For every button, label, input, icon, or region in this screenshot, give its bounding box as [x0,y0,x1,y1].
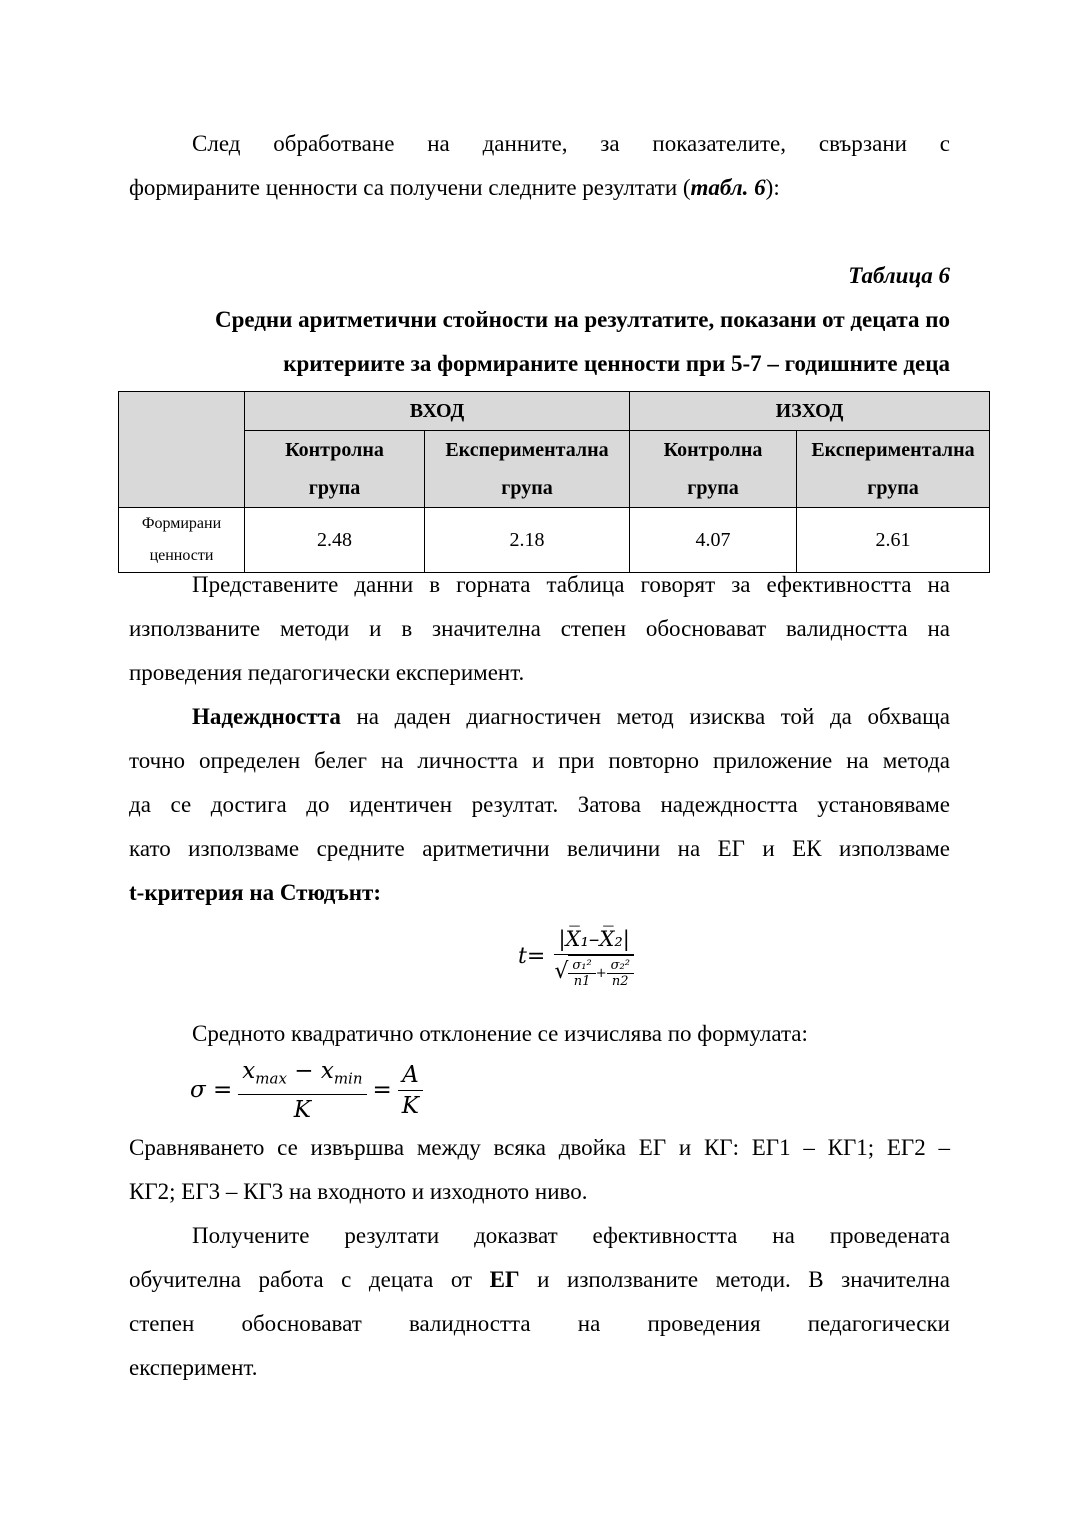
n1: n1 [573,974,591,989]
header-exp-in-l2: група [501,477,553,499]
table-header-row-1 [119,392,990,431]
sigma-intro: Средното квадратично отклонение се изчислява по формулата: [192,1021,808,1046]
header-exp-in [425,431,630,508]
paragraph-4-line-2-pre: обучителна работа с децата от [129,1267,490,1292]
sigma1-fraction [568,958,595,989]
header-control-out-l1: Контролна [663,439,763,461]
k-denominator: K [401,1092,419,1119]
paragraph-2-line-4: като използваме средните аритметични величини на ЕГ и ЕК използваме [129,836,950,861]
equals-sign: = [372,1077,392,1104]
table-corner-cell [119,392,245,508]
results-table [118,391,990,573]
table-label [129,254,950,298]
sigma2-fraction [607,958,634,989]
sigma-formula-fraction-2 [398,1060,423,1121]
header-exp-out [797,431,990,508]
paragraph-2 [129,695,950,915]
intro-paragraph [129,122,950,210]
table-title [129,298,950,386]
paragraph-2-line-2: точно определен белег на личността и при повторно приложение на метода [129,748,950,773]
paragraph-1-line-2: използваните методи и в значителна степен обосновават валидността на [129,616,950,641]
paragraph-1 [129,563,950,695]
value-exp-in: 2.18 [425,508,630,573]
n2: n2 [611,974,629,989]
sigma-formula-lhs: σ = [190,1077,233,1104]
paragraph-2-line-3: да се достига до идентичен резултат. Затова надеждността установяваме [129,792,950,817]
t-formula-lhs: t= [518,944,546,969]
sigma1: σ₁² [568,958,595,974]
table-title-line-2: критериите за формираните ценности при 5-7 – годишните деца [283,351,950,376]
sigma-formula-fraction-1 [238,1056,366,1125]
eg-term: ЕГ [489,1267,520,1292]
header-output: ИЗХОД [630,392,990,431]
student-t-term: t-критерия на Стюдънт: [129,880,381,905]
paragraph-4-line-4: експеримент. [129,1355,258,1380]
x-min-symbol: x [320,1058,334,1084]
table-header-row-2 [119,431,990,508]
paragraph-4 [129,1214,950,1390]
paragraph-4-line-3: степен обосновават валидността на проведения педагогически [129,1311,950,1336]
results-table-wrapper [118,391,990,573]
header-control-out-l2: група [687,477,739,499]
header-control-out [630,431,797,508]
table-title-line-1: Средни аритметични стойности на резултатите, показани от децата по [214,307,950,332]
header-control-in-l1: Контролна [285,439,384,461]
t-formula-denominator [550,955,638,989]
value-exp-out: 2.61 [797,508,990,573]
value-control-in: 2.48 [245,508,425,573]
header-input: ВХОД [245,392,630,431]
paragraph-1-line-1: Представените данни в горната таблица говорят за ефективността на [192,572,950,597]
sigma-formula-denominator: K [293,1096,311,1123]
paragraph-2-line-1 [129,695,950,739]
paragraph-4-line-2 [129,1258,950,1302]
paragraph-4-line-1: Получените резултати доказват ефективността на проведената [192,1223,950,1248]
sigma-formula-numerator [238,1056,366,1095]
t-formula-numerator: |X̅₁–X̅₂| [554,924,633,955]
row-label-l1: Формирани [141,515,222,532]
x-max-symbol: x [242,1058,256,1084]
paragraph-3-line-1: Сравняването се извършва между всяка двойка ЕГ и КГ: ЕГ1 – КГ1; ЕГ2 – [129,1135,950,1160]
header-control-in [245,431,425,508]
sigma2: σ₂² [607,958,634,974]
x-max-sub: max [255,1069,287,1088]
paragraph-1-line-3: проведения педагогически експеримент. [129,660,525,685]
sqrt-body [568,955,634,989]
sqrt-sign-icon: √ [554,959,569,984]
intro-line-2-text: формираните ценности са получени следните резултати ( [129,175,691,200]
header-control-in-l2: група [308,477,361,499]
paragraph-3-line-2: КГ2; ЕГ3 – КГ3 на входното и изходното ниво. [129,1179,588,1204]
t-formula-fraction [550,924,638,989]
x-min-sub: min [333,1069,363,1088]
reliability-term: Надеждността [192,704,341,729]
plus-sign: + [595,966,607,981]
table-reference: табл. 6 [690,175,766,200]
value-control-out: 4.07 [630,508,797,573]
t-test-formula [518,924,638,989]
a-numerator: A [398,1060,423,1091]
header-exp-out-l2: група [867,477,919,499]
intro-line-2 [129,166,950,210]
sigma-formula [190,1056,423,1125]
header-exp-out-l1: Експериментална [811,439,975,461]
paragraph-2-line-5 [129,871,950,915]
intro-line-1: След обработване на данните, за показателите, свързани с [192,131,950,156]
header-exp-in-l1: Експериментална [445,439,609,461]
intro-line-2-end: ): [765,175,780,200]
table-label-text: Таблица 6 [848,263,950,288]
minus-sign: − [286,1058,321,1084]
paragraph-2-line-1-text: на даден диагностичен метод изисква той да обхваща [340,704,950,729]
paragraph-3 [129,1126,950,1214]
paragraph-4-line-2-post: и използваните методи. В значителна [519,1267,950,1292]
row-label-l2: ценности [149,547,214,564]
